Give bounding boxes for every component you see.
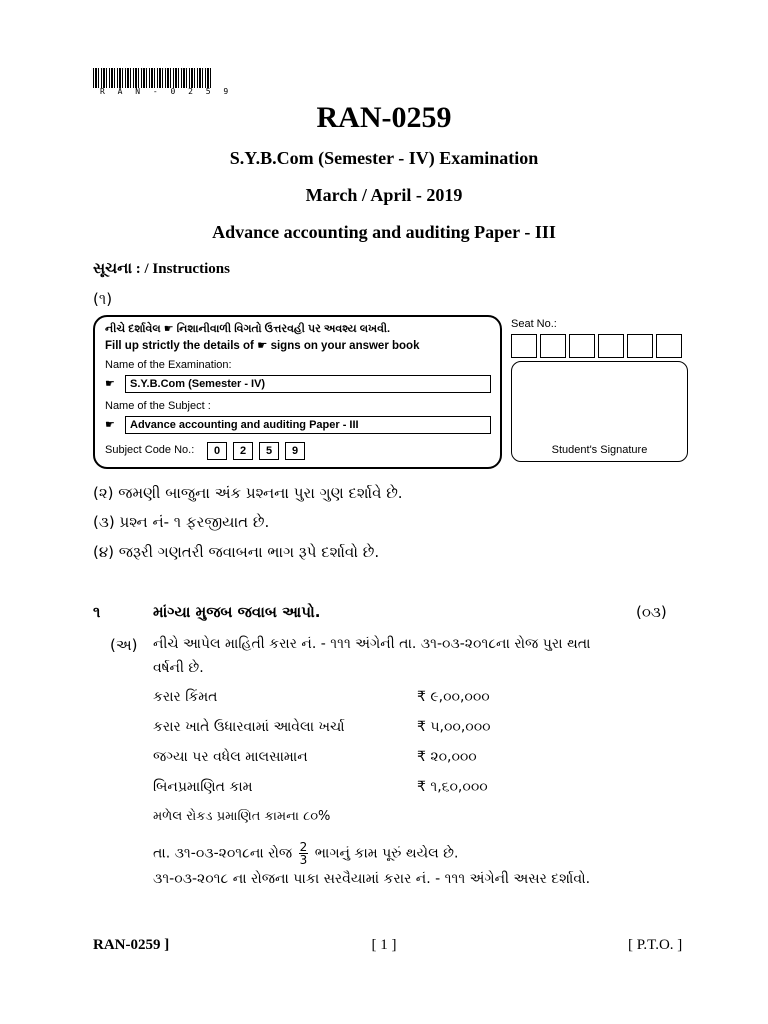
signature-box — [511, 361, 688, 462]
question-marks: (૦૩) — [636, 603, 667, 621]
footer-page: [ 1 ] — [371, 937, 397, 953]
details-line-gujarati: નીચે દર્શાવેલ ☛ નિશાનીવાળી વિગતો ઉત્તરવહી પર અવશ્ય લખવી. — [105, 323, 391, 335]
details-box — [93, 315, 502, 469]
instructions-heading: સૂચના : / Instructions — [93, 261, 230, 277]
barcode-text: R A N - 0 2 5 9 — [100, 87, 233, 96]
subject-code-digit: 5 — [259, 442, 279, 460]
row-value: ₹ ૯,૦૦,૦૦૦ — [417, 689, 490, 705]
instruction-4: (૪) જરૂરી ગણતરી જવાબના ભાગ રૂપે દર્શાવો છે. — [93, 543, 380, 561]
fraction-denominator: 3 — [299, 853, 308, 867]
question-number: ૧ — [93, 603, 101, 621]
hand-pointer-icon: ☛ — [105, 419, 115, 431]
barcode — [93, 68, 211, 88]
row-value: ₹ ૫,૦૦,૦૦૦ — [417, 719, 491, 735]
seat-number-cell — [511, 334, 537, 358]
instruction-2: (૨) જમણી બાજુના અંક પ્રશ્નના પુરા ગુણ દર્શાવે છે. — [93, 484, 403, 502]
paper-code-title: RAN-0259 — [316, 101, 452, 134]
row-value: ₹ ૨૦,૦૦૦ — [417, 749, 477, 765]
row-label: કરાર કિંમત — [153, 689, 218, 705]
work-line — [153, 841, 458, 866]
seat-number-cell — [598, 334, 624, 358]
row-label: જગ્યા પર વધેલ માલસામાન — [153, 749, 308, 765]
seat-number-cell — [540, 334, 566, 358]
subject-name-label: Name of the Subject : — [105, 400, 211, 412]
final-line: ૩૧-૦૩-૨૦૧૮ ના રોજના પાકા સરવૈયામાં કરાર નં. - ૧૧૧ અંગેની અસર દર્શાવો. — [153, 871, 591, 887]
subject-code-digit: 0 — [207, 442, 227, 460]
part-text-line-2: વર્ષની છે. — [153, 660, 204, 676]
instruction-1-number: (૧) — [93, 290, 113, 308]
seat-number-cell — [569, 334, 595, 358]
seat-number-cell — [656, 334, 682, 358]
part-text-line-1: નીચે આપેલ માહિતી કરાર નં. - ૧૧૧ અંગેની તા. ૩૧-૦૩-૨૦૧૮ના રોજ પુરા થતા — [153, 636, 591, 652]
footer-pto: [ P.T.O. ] — [628, 937, 683, 953]
paper-title: Advance accounting and auditing Paper - III — [212, 222, 556, 242]
row-label: બિનપ્રમાણિત કામ — [153, 779, 253, 795]
footer-code: RAN-0259 ] — [93, 937, 170, 953]
exam-name-field: S.Y.B.Com (Semester - IV) — [125, 375, 491, 393]
cash-line: મળેલ રોકડ પ્રમાણિત કામના ૮૦% — [153, 809, 331, 824]
fraction-numerator: 2 — [299, 840, 308, 854]
hand-pointer-icon: ☛ — [105, 378, 115, 390]
details-line-english: Fill up strictly the details of ☛ signs on your answer book — [105, 340, 420, 352]
exam-name-label: Name of the Examination: — [105, 359, 232, 371]
subject-code-digit: 9 — [285, 442, 305, 460]
work-line-pre: તા. ૩૧-૦૩-૨૦૧૮ના રોજ — [153, 845, 293, 862]
exam-name: S.Y.B.Com (Semester - IV) Examination — [229, 148, 539, 168]
subject-name-field: Advance accounting and auditing Paper - III — [125, 416, 491, 434]
question-title: માંગ્યા મુજબ જવાબ આપો. — [153, 603, 321, 621]
subject-code-digit: 2 — [233, 442, 253, 460]
row-value: ₹ ૧,૬૦,૦૦૦ — [417, 779, 488, 795]
seat-number-label: Seat No.: — [511, 318, 557, 330]
seat-number-cell — [627, 334, 653, 358]
signature-label: Student's Signature — [551, 444, 648, 456]
work-line-post: ભાગનું કામ પૂરું થયેલ છે. — [314, 845, 459, 862]
subject-code-label: Subject Code No.: — [105, 444, 195, 456]
exam-session: March / April - 2019 — [305, 185, 463, 205]
row-label: કરાર ખાતે ઉધારવામાં આવેલા ખર્ચા — [153, 719, 345, 735]
instruction-3: (૩) પ્રશ્ન નં- ૧ ફરજીયાત છે. — [93, 513, 270, 531]
fraction — [299, 841, 309, 866]
part-label: (અ) — [110, 636, 138, 654]
